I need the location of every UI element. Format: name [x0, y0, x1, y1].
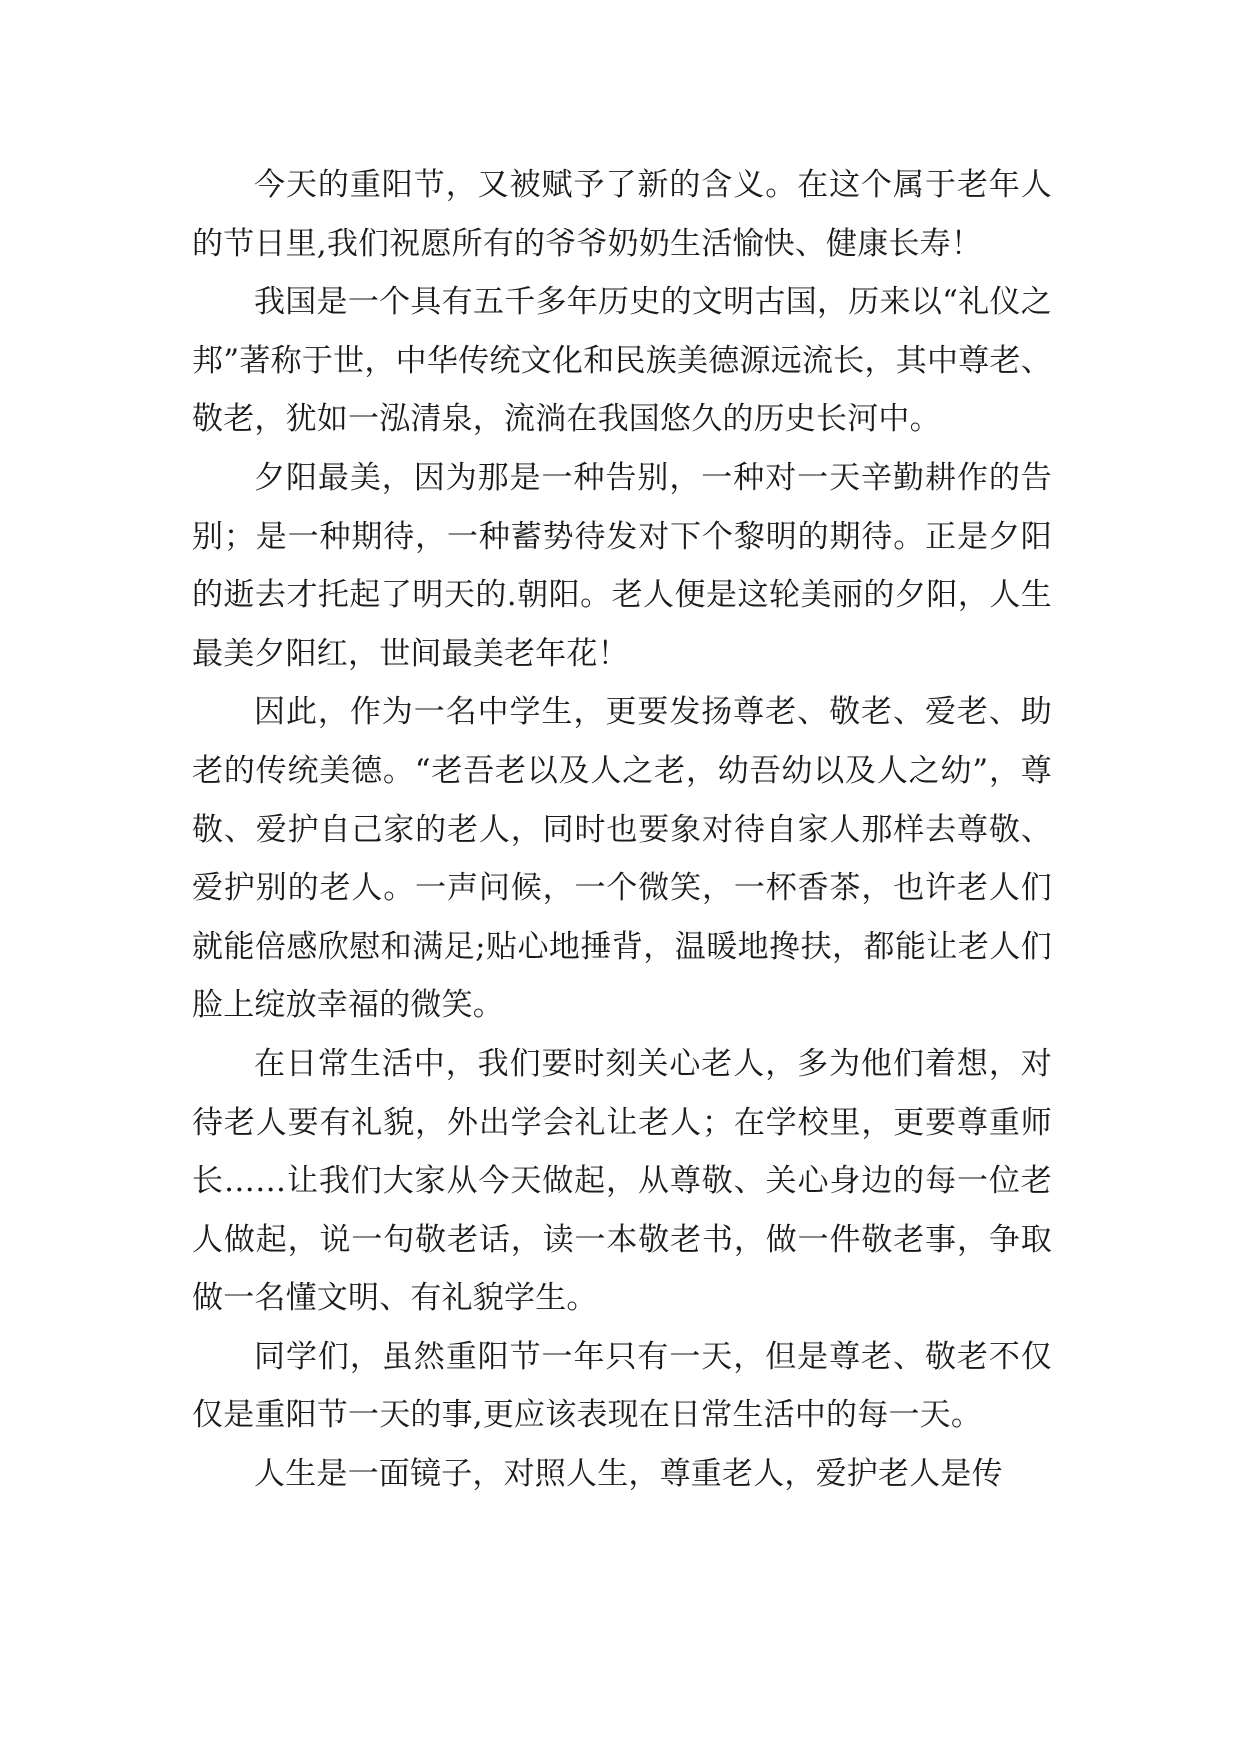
- paragraph-1: 今天的重阳节，又被赋予了新的含义。在这个属于老年人的节日里,我们祝愿所有的爷爷奶奶生活愉快、健康长寿！: [192, 167, 1052, 262]
- paragraph-4: 因此，作为一名中学生，更要发扬尊老、敬老、爱老、助老的传统美德。“老吾老以及人之老，幼吾幼以及人之幼”，尊敬、爱护自己家的老人，同时也要象对待自家人那样去尊敬、爱护别的老人。一声问候，一个微笑，一杯香茶，也许老人们就能倍感欣慰和满足;贴心地捶背，温暖地搀扶，都能让老人们脸上绽放幸福的微笑。: [192, 694, 1052, 1024]
- paragraph-7: 人生是一面镜子，对照人生，尊重老人，爱护老人是传: [254, 1456, 1003, 1493]
- paragraph-5: 在日常生活中，我们要时刻关心老人，多为他们着想，对待老人要有礼貌，外出学会礼让老人；在学校里，更要尊重师长……让我们大家从今天做起，从尊敬、关心身边的每一位老人做起，说一句敬老话，读一本敬老书，做一件敬老事，争取做一名懂文明、有礼貌学生。: [192, 1045, 1052, 1317]
- paragraph-3: 夕阳最美，因为那是一种告别，一种对一天辛勤耕作的告别；是一种期待，一种蓄势待发对下个黎明的期待。正是夕阳的逝去才托起了明天的.朝阳。老人便是这轮美丽的夕阳，人生最美夕阳红，世间最美老年花！: [192, 459, 1052, 672]
- paragraph-2: 我国是一个具有五千多年历史的文明古国，历来以“礼仪之邦”著称于世，中华传统文化和民族美德源远流长，其中尊老、敬老，犹如一泓清泉，流淌在我国悠久的历史长河中。: [192, 284, 1052, 438]
- paragraph-6: 同学们，虽然重阳节一年只有一天，但是尊老、敬老不仅仅是重阳节一天的事,更应该表现在日常生活中的每一天。: [192, 1338, 1052, 1434]
- document-body: [192, 156, 1052, 1504]
